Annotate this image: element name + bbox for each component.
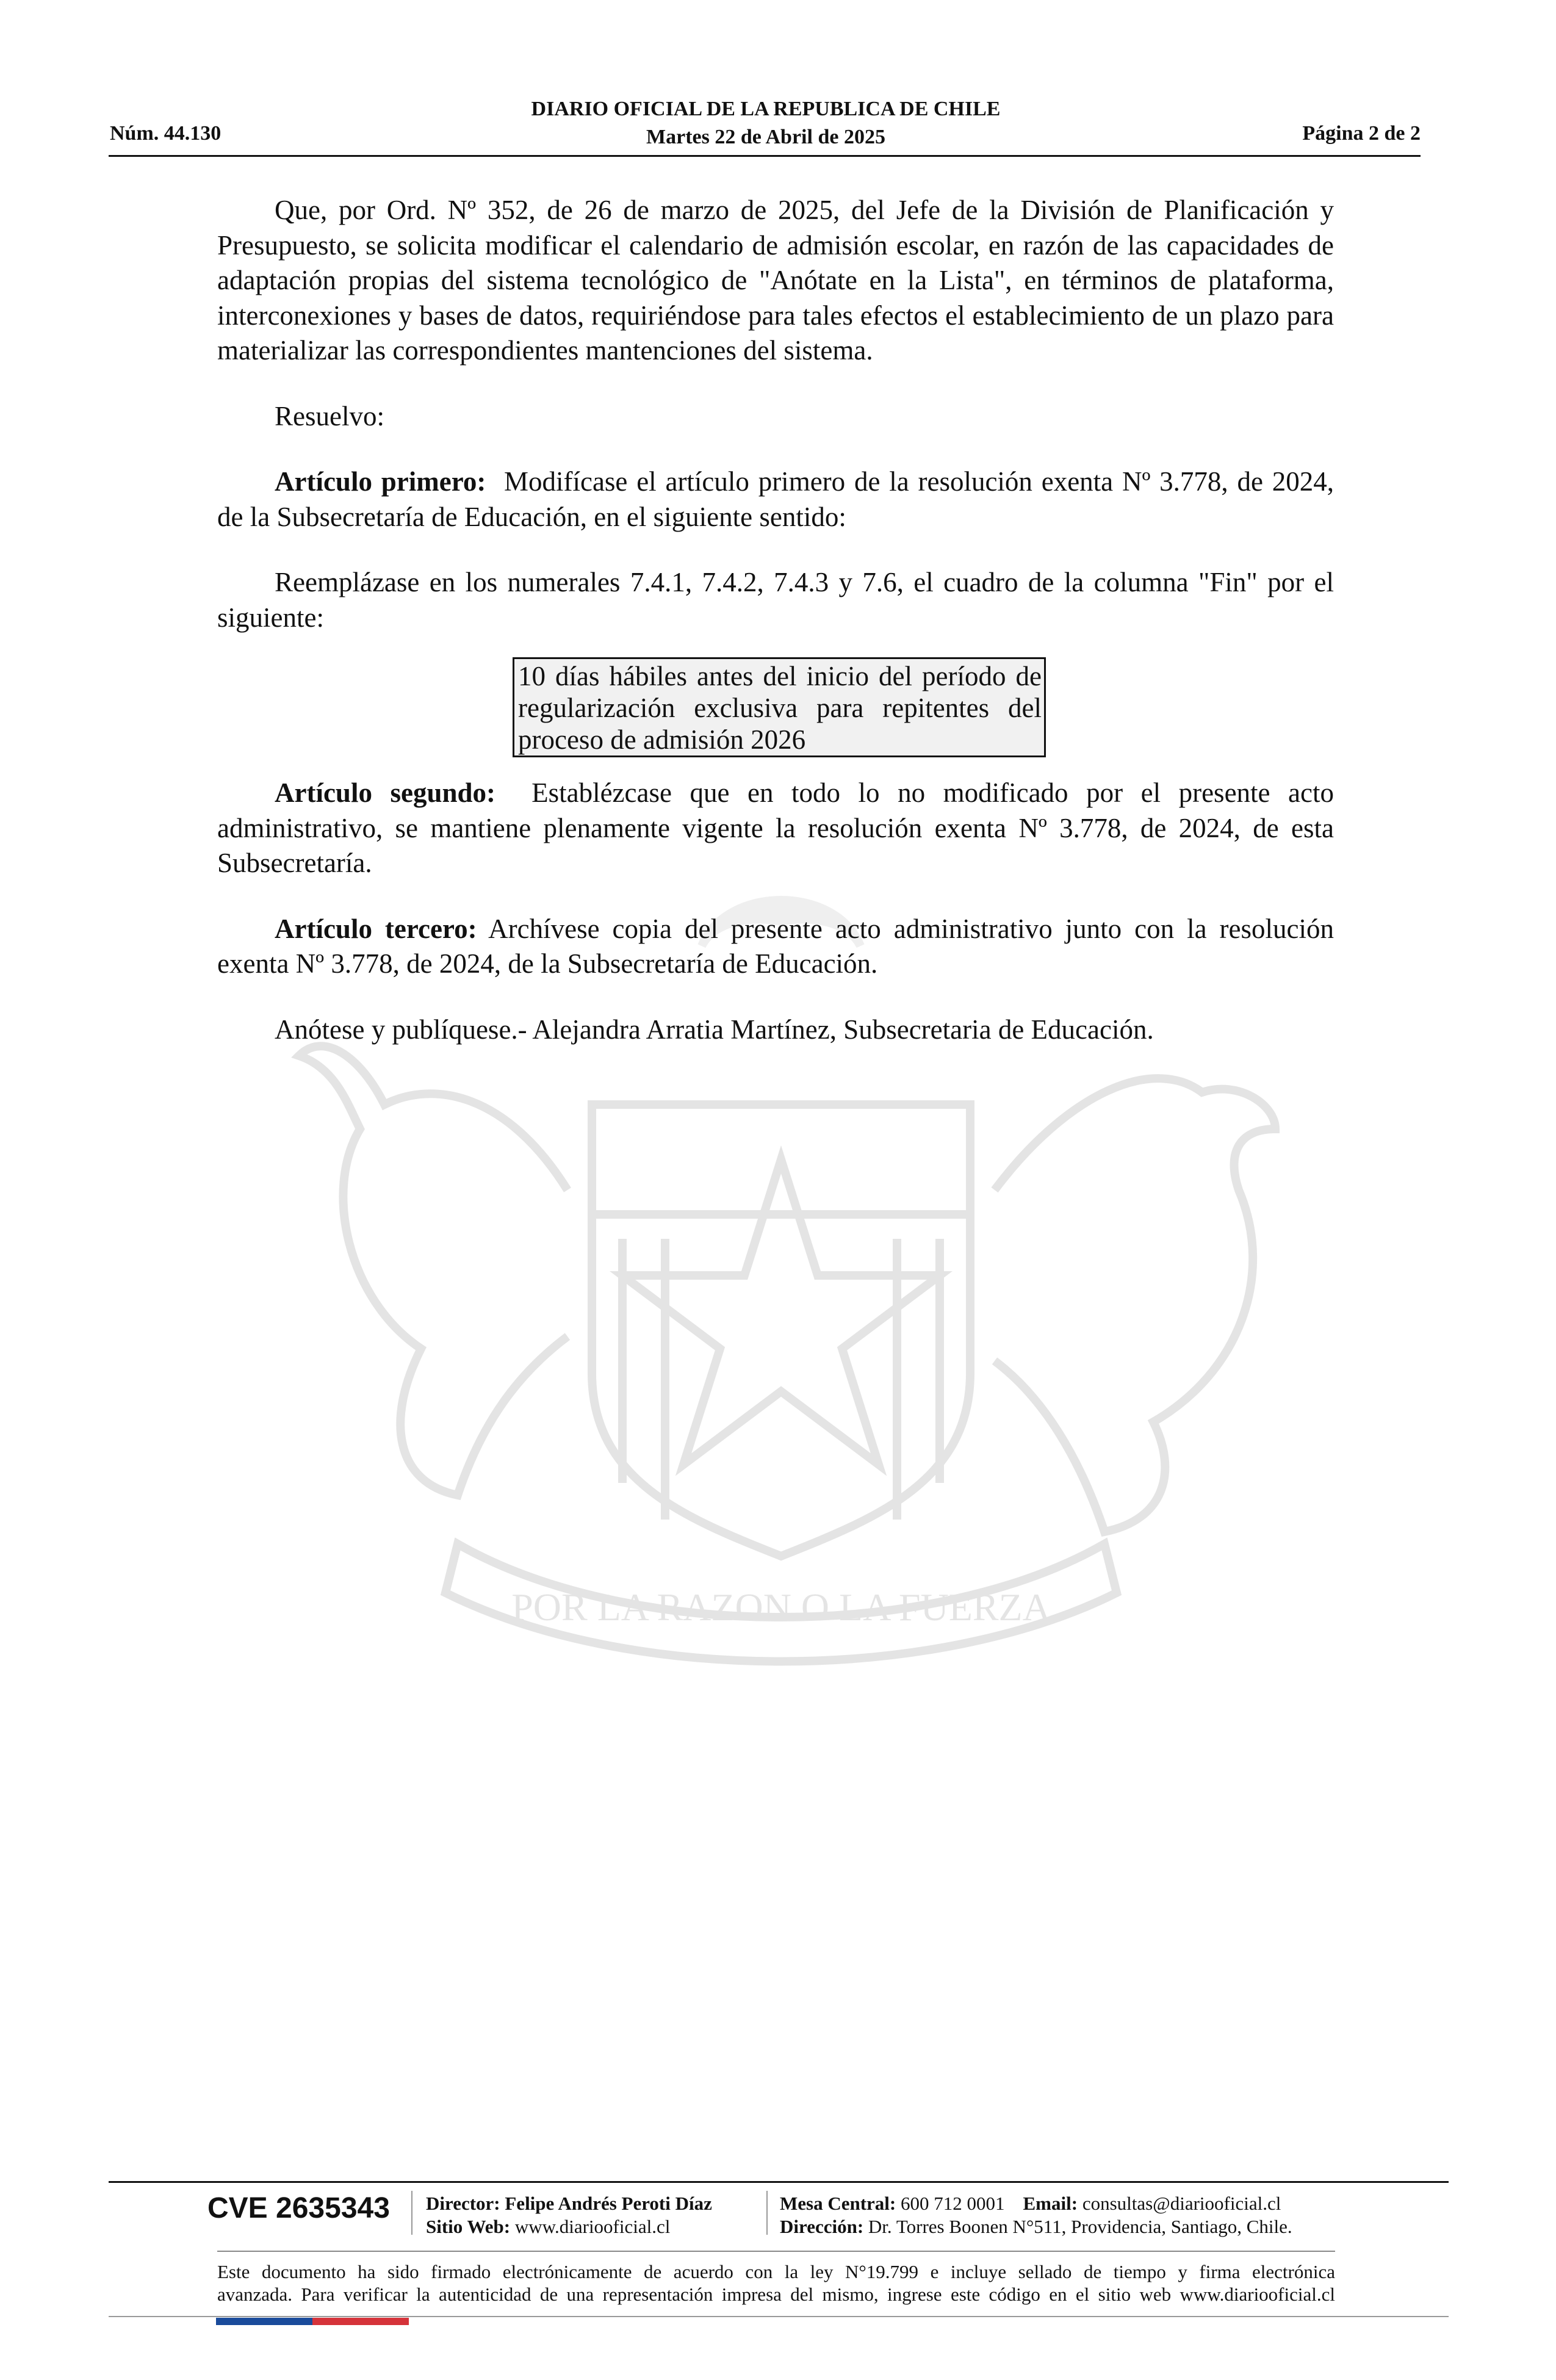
closing-paragraph: Anótese y publíquese.- Alejandra Arratia Martínez, Subsecretaria de Educación. (275, 1014, 1154, 1045)
director-label: Director: (426, 2193, 500, 2214)
legal-notice (217, 2260, 1335, 2306)
legal-line-1: Este documento ha sido firmado electrónicamente de acuerdo con la ley N°19.799 e incluye sellado de tiempo y firma electrónica (217, 2261, 1335, 2282)
issue-date: Martes 22 de Abril de 2025 (646, 126, 885, 148)
article-first-label: Artículo primero: (275, 466, 486, 497)
document-body (217, 193, 1334, 1078)
page-indicator: Página 2 de 2 (1302, 122, 1421, 145)
mesa-phone: 600 712 0001 (901, 2193, 1005, 2214)
director-name: Felipe Andrés Peroti Díaz (505, 2193, 712, 2214)
flag-stripe-blue (216, 2318, 312, 2325)
considerando-paragraph: Que, por Ord. Nº 352, de 26 de marzo de 2025, del Jefe de la División de Planificación y Presupuesto, se solicita modificar el calendario de admisión escolar, en razón de las capacidades de adaptación propias del sistema tecnológico de "Anótate en la Lista", en términos de plataforma, interconexiones y bases de datos, requiriéndose para tales efectos el establecimiento de un plazo para materializar las correspondientes mantenciones del sistema. (217, 195, 1334, 366)
footer-separator (411, 2191, 412, 2235)
footer-divider-top (109, 2181, 1449, 2183)
footer-divider-bottom (109, 2316, 1449, 2317)
website-link[interactable]: www.diariooficial.cl (514, 2216, 671, 2237)
article-second-text: Establézcase que en todo lo no modificado por el presente acto administrativo, se mantiene plenamente vigente la resolución exenta Nº 3.778, de 2024, de esta Subsecretaría. (217, 777, 1334, 878)
replacement-paragraph: Reemplázase en los numerales 7.4.1, 7.4.2, 7.4.3 y 7.6, el cuadro de la columna "Fin" por el siguiente: (217, 567, 1334, 633)
resuelvo-heading: Resuelvo: (275, 400, 384, 431)
masthead-title: DIARIO OFICIAL DE LA REPUBLICA DE CHILE (531, 98, 1001, 120)
footer-contact-block (780, 2192, 1292, 2238)
fin-column-box: 10 días hábiles antes del inicio del período de regularización exclusiva para repitentes del proceso de admisión 2026 (513, 657, 1046, 757)
issue-number: Núm. 44.130 (110, 122, 222, 145)
address-label: Dirección: (780, 2216, 864, 2237)
article-third-text: Archívese copia del presente acto administrativo junto con la resolución exenta Nº 3.778, de 2024, de la Subsecretaría de Educación. (217, 913, 1334, 979)
mesa-label: Mesa Central: (780, 2193, 896, 2214)
footer-director-block (426, 2192, 712, 2238)
address-value: Dr. Torres Boonen N°511, Providencia, Santiago, Chile. (868, 2216, 1292, 2237)
email-link[interactable]: consultas@diariooficial.cl (1082, 2193, 1281, 2214)
footer-separator (766, 2191, 768, 2235)
footer-divider-middle (217, 2251, 1335, 2252)
article-second (217, 776, 1334, 881)
motto-text: POR LA RAZON O LA FUERZA (511, 1585, 1051, 1629)
article-third (217, 912, 1334, 982)
flag-stripe-red (312, 2318, 409, 2325)
article-first (217, 464, 1334, 535)
article-first-text: Modifícase el artículo primero de la resolución exenta Nº 3.778, de 2024, de la Subsecretaría de Educación, en el siguiente sentido: (217, 466, 1334, 532)
article-second-label: Artículo segundo: (275, 777, 496, 808)
email-label: Email: (1023, 2193, 1078, 2214)
cve-code: CVE 2635343 (207, 2192, 390, 2224)
article-third-label: Artículo tercero: (275, 913, 477, 944)
website-label: Sitio Web: (426, 2216, 511, 2237)
legal-line-2: avanzada. Para verificar la autenticidad de una representación impresa del mismo, ingrese este código en el sitio web www.diariooficial.cl (217, 2284, 1335, 2305)
header-divider (109, 155, 1421, 157)
